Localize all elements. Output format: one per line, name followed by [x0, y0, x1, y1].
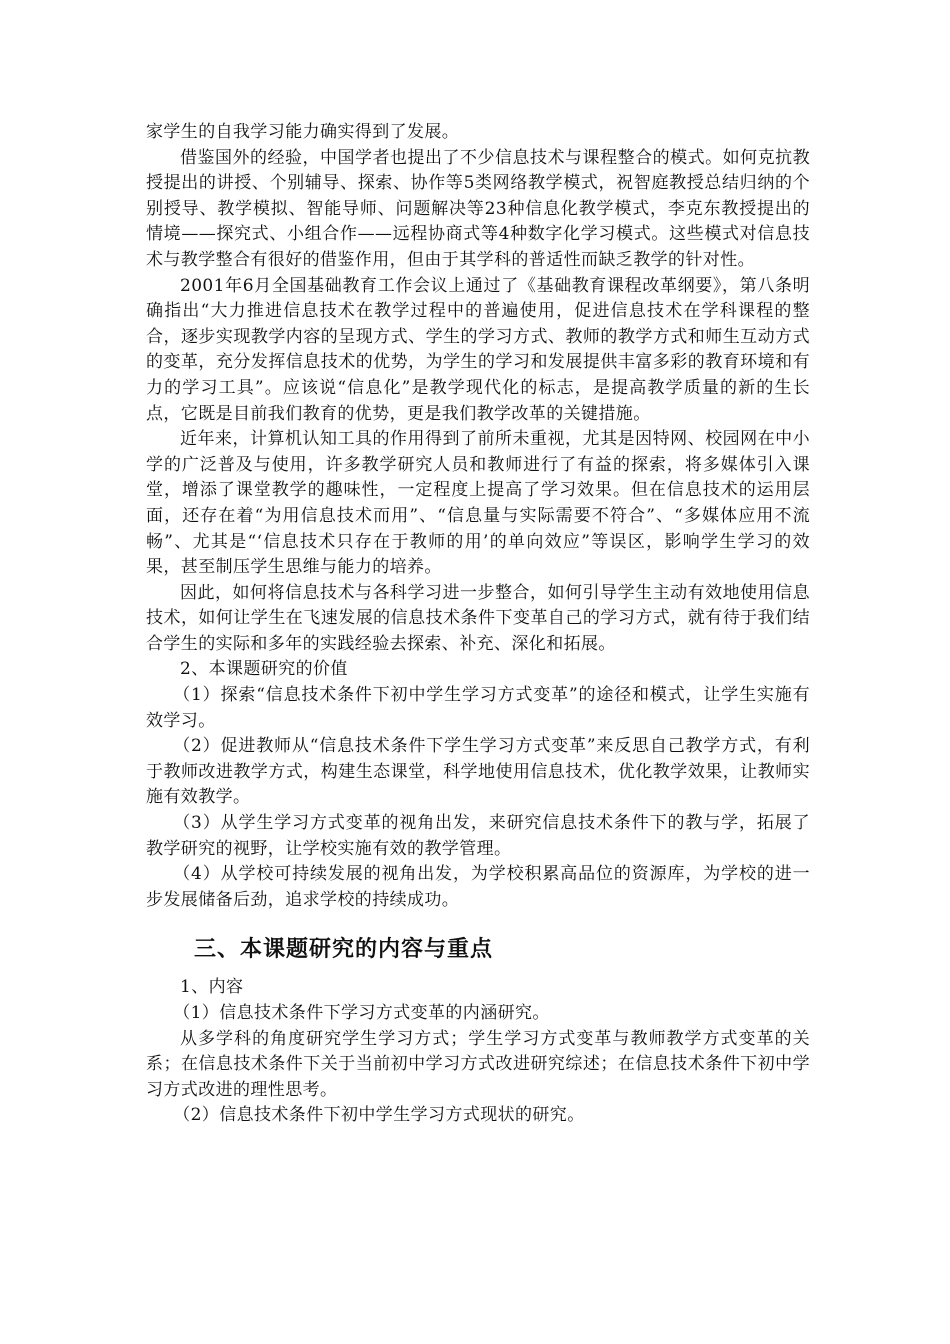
- section-heading: 三、本课题研究的内容与重点: [194, 937, 494, 963]
- value-item-3: （3）从学生学习方式变革的视角出发，来研究信息技术条件下的教与学，拓展了教学研究的视野，让学校实施有效的教学管理。: [146, 813, 810, 859]
- paragraph-foreign-models: 借鉴国外的经验，中国学者也提出了不少信息技术与课程整合的模式。如何克抗教授提出的讲授、个别辅导、探索、协作等5类网络教学模式，祝智庭教授总结归纳的个别授导、教学模拟、智能导师、问题解决等23种信息化教学模式，李克东教授提出的情境——探究式、小组合作——远程协商式等4种数字化学习模式。这些模式对信息技术与教学整合有很好的借鉴作用，但由于其学科的普适性而缺乏教学的针对性。: [146, 147, 810, 270]
- content-item-2: （2）信息技术条件下初中学生学习方式现状的研究。: [173, 1105, 585, 1126]
- value-item-4: （4）从学校可持续发展的视角出发，为学校积累高品位的资源库，为学校的进一步发展储备后劲，追求学校的持续成功。: [146, 864, 810, 910]
- document-page: [146, 120, 810, 1129]
- value-item-2: （2）促进教师从“信息技术条件下学生学习方式变革”来反思自己教学方式，有利于教师改进教学方式，构建生态课堂，科学地使用信息技术，优化教学效果，让教师实施有效教学。: [146, 736, 810, 808]
- value-item-1: （1）探索“信息技术条件下初中学生学习方式变革”的途径和模式，让学生实施有效学习。: [146, 685, 810, 731]
- content-item-1: （1）信息技术条件下学习方式变革的内涵研究。: [173, 1003, 550, 1023]
- paragraph-therefore: 因此，如何将信息技术与各科学习进一步整合，如何引导学生主动有效地使用信息技术，如何让学生在飞速发展的信息技术条件下变革自己的学习方式，就有待于我们结合学生的实际和多年的实践经验去探索、补充、深化和拓展。: [146, 582, 810, 654]
- subheading-content: 1、内容: [180, 977, 244, 998]
- paragraph-recent-years: 近年来，计算机认知工具的作用得到了前所未重视，尤其是因特网、校园网在中小学的广泛普及与使用，许多教学研究人员和教师进行了有益的探索，将多媒体引入课堂，增添了课堂教学的趣味性，一定程度上提高了学习效果。但在信息技术的运用层面，还存在着“为用信息技术而用”、“信息量与实际需要不符合”、“多媒体应用不流畅”、尤其是“‘信息技术只存在于教师的用’的单向效应”等误区，影响学生学习的效果，甚至制压学生思维与能力的培养。: [146, 429, 810, 578]
- subheading-research-value: 2、本课题研究的价值: [180, 659, 348, 680]
- paragraph-multidisciplinary: 从多学科的角度研究学生学习方式；学生学习方式变革与教师教学方式变革的关系；在信息技术条件下关于当前初中学习方式改进研究综述；在信息技术条件下初中学习方式改进的理性思考。: [146, 1028, 810, 1100]
- paragraph-curriculum-reform: 2001年6月全国基础教育工作会议上通过了《基础教育课程改革纲要》，第八条明确指出“大力推进信息技术在教学过程中的普遍使用，促进信息技术在学科课程的整合，逐步实现教学内容的呈现方式、学生的学习方式、教师的教学方式和师生互动方式的变革，充分发挥信息技术的优势，为学生的学习和发展提供丰富多彩的教育环境和有力的学习工具”。应该说“信息化”是教学现代化的标志，是提高教学质量的新的生长点，它既是目前我们教育的优势，更是我们教学改革的关键措施。: [146, 275, 810, 424]
- paragraph-continuation: 家学生的自我学习能力确实得到了发展。: [146, 122, 460, 142]
